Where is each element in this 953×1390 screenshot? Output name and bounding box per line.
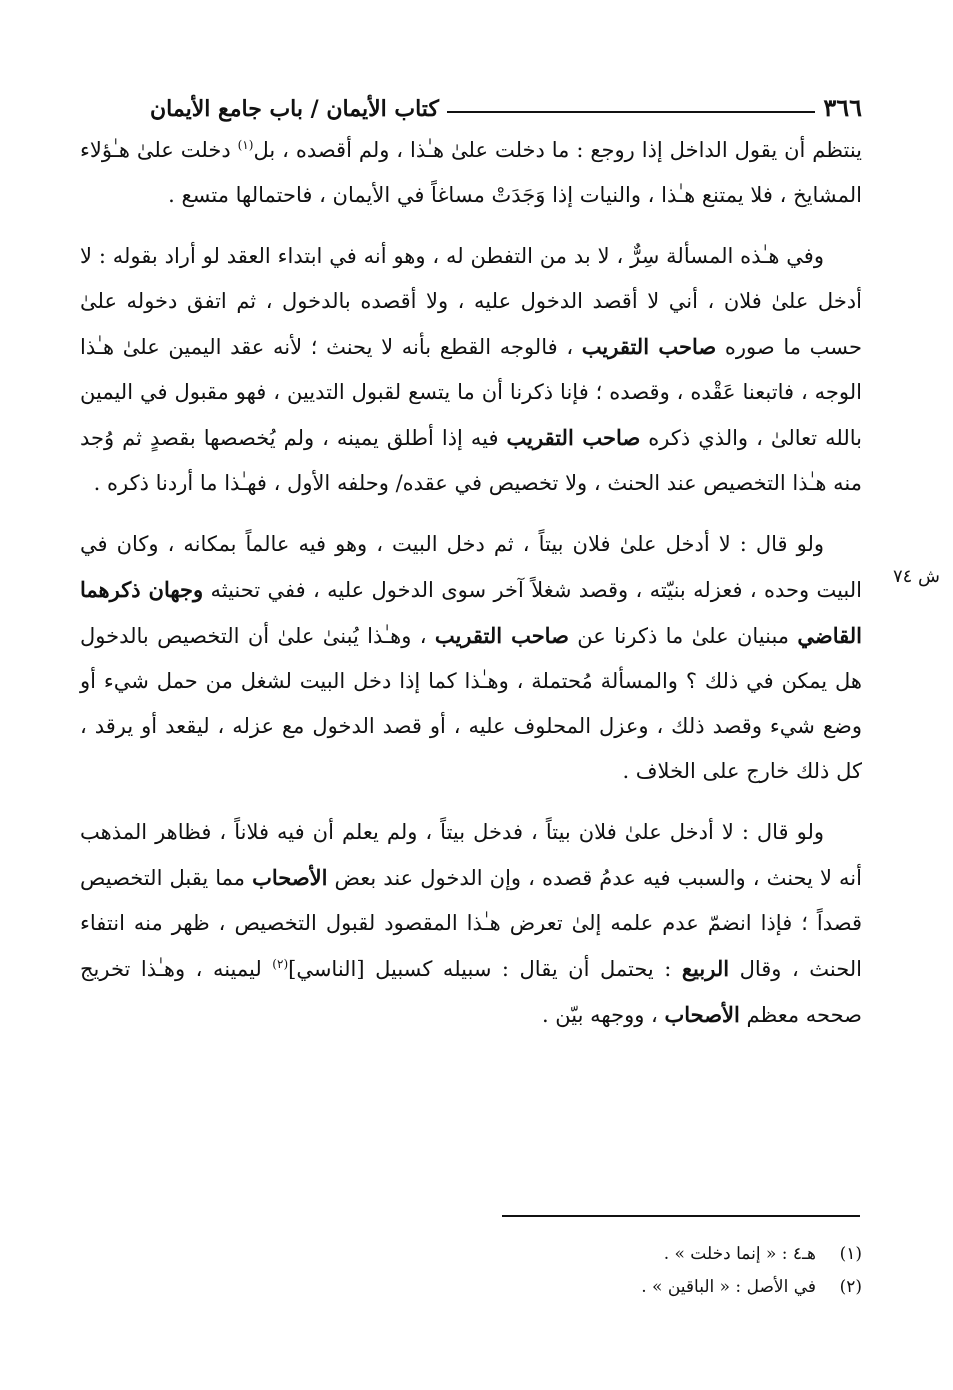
footnote-number: (١): [839, 1244, 862, 1264]
bold-name: صاحب التقريب: [581, 334, 717, 359]
paragraph-4: ولو قال : لا أدخل علىٰ فلان بيتاً ، فدخل بيتاً ، ولم يعلم أن فيه فلاناً ، فظاهر المذهب أنه لا يحنث ، والسبب فيه عدمُ قصده ، وإن الدخول عند بعض الأصحاب مما يقبل التخصيص قصداً ؛ فإذا انضمّ عدم علمه إلىٰ تعرض هـٰذا المقصود لقبول التخصيص ، ظهر منه انتفاء الحنث ، وقال الربيع : يحتمل أن يقال : سبيله كسبيل [الناسي]$^{(٢)}$ ليمينه ، وهـٰذا تخريج صححه معظم الأصحاب ، ووجهه بيّن .: [80, 820, 862, 1027]
footnote-text: في الأصل : « الباقين » .: [641, 1277, 816, 1297]
bold-name: صاحب التقريب: [434, 623, 569, 648]
bold-name: الربيع: [681, 956, 730, 981]
footnote-1: [400, 1238, 862, 1271]
bold-name: الأصحاب: [664, 1002, 740, 1027]
chapter-title: كتاب الأيمان / باب جامع الأيمان: [150, 96, 439, 122]
footnote-text: هـ٤ : « إنما دخلت » .: [663, 1244, 816, 1264]
footnotes: [400, 1238, 862, 1304]
footnote-2: [400, 1271, 862, 1304]
paragraph-3: ولو قال : لا أدخل علىٰ فلان بيتاً ، ثم دخل البيت ، وهو فيه عالماً بمكانه ، وكان في البيت وحده ، فعزله بنيّته ، وقصد شغلاً آخر سوى الدخول عليه ، ففي تحنيثه وجهان ذكرهما القاضي مبنيان علىٰ ما ذكرنا عن صاحب التقريب ، وهـٰذا يُبنىٰ علىٰ أن التخصيص بالدخول هل يمكن في ذلك ؟ والمسألة مُحتملة ، وهـٰذا كما إذا دخل البيت لشغل من حمل شيء أو وضع شيء وقصد ذلك ، وعزل المحلوف عليه ، أو قصد الدخول مع عزله ، ليقعد أو يرقد ، كل ذلك خارج على الخلاف .: [80, 532, 862, 783]
paragraph-1: ينتظم أن يقول الداخل إذا روجع : ما دخلت علىٰ هـٰذا ، ولم أقصده ، بل$^{(١)}$ دخلت علىٰ هـٰؤلاء المشايخ ، فلا يمتنع هـٰذا ، والنيات إذا وَجَدَتْ مساغاً في الأيمان ، فاحتمالها متسع .: [80, 138, 862, 207]
bold-name: صاحب التقريب: [506, 425, 641, 450]
running-header: [150, 82, 862, 122]
page-number: ٣٦٦: [823, 93, 862, 122]
footnote-ref-2[interactable]: (٢): [272, 957, 289, 971]
bold-name: الأصحاب: [252, 865, 328, 890]
main-text: [80, 128, 862, 1054]
bold-name: وجهان ذكرهما القاضي: [80, 577, 862, 648]
paragraph-2: وفي هـٰذه المسألة سِرٌّ ، لا بد من التفطن له ، وهو أنه في ابتداء العقد لو أراد بقوله : لا أدخل علىٰ فلان ، أني لا أقصد الدخول عليه ، ولا أقصده بالدخول ، ثم اتفق دخوله علىٰ حسب ما صوره صاحب التقريب ، فالوجه القطع بأنه لا يحنث ؛ لأنه عقد اليمين علىٰ هـٰذا الوجه ، فاتبعنا عَقْده ، وقصده ؛ فإنا ذكرنا أن ما يتسع لقبول التديين ، فهو مقبول في اليمين بالله تعالىٰ ، والذي ذكره صاحب التقريب فيه إذا أطلق يمينه ، ولم يُخصصها بقصدٍ ثم وُجد منه هـٰذا التخصيص عند الحنث ، ولا تخصيص في عقده/ وحلفه الأول ، فهـٰذا ما أردنا ذكره .: [80, 244, 863, 495]
footnote-number: (٢): [839, 1277, 862, 1297]
footnote-ref-1[interactable]: (١): [237, 138, 254, 152]
margin-manuscript-ref: ش ٧٤: [892, 566, 940, 587]
footnote-separator: [502, 1215, 860, 1217]
header-rule: [447, 111, 815, 113]
